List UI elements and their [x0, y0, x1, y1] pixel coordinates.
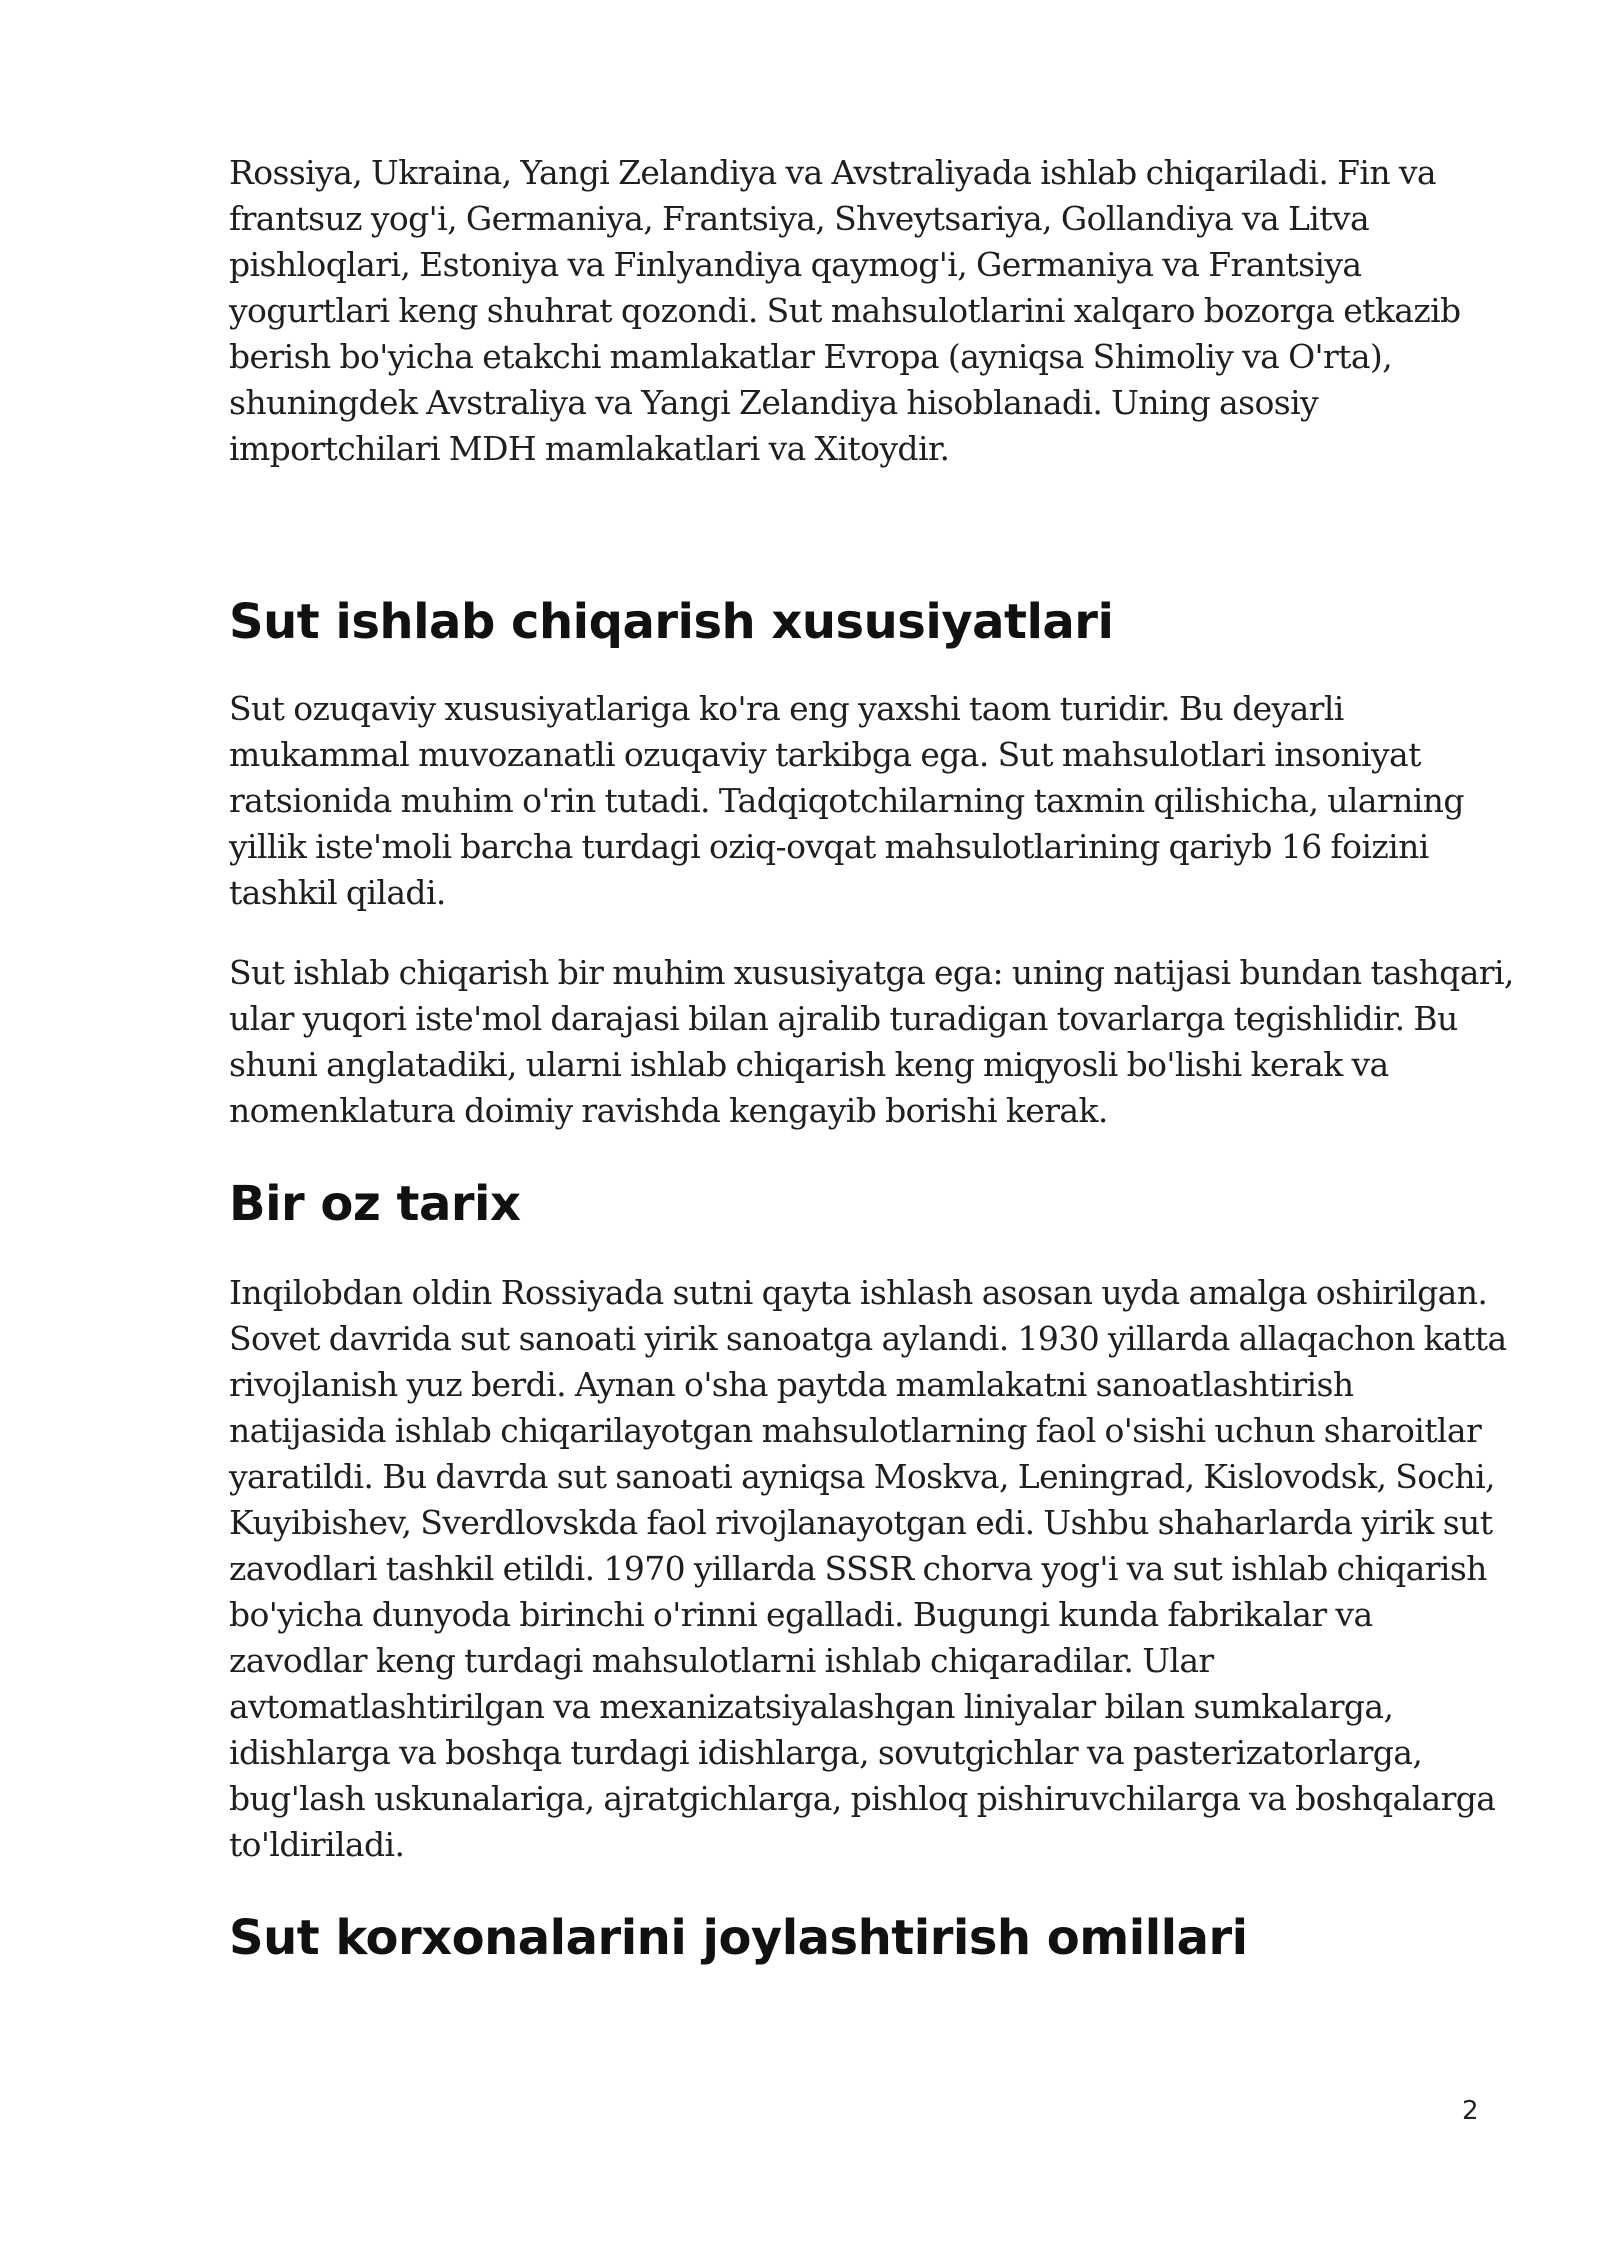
page-number: 2 — [1462, 2096, 1479, 2126]
heading-features: Sut ishlab chiqarish xususiyatlari — [229, 594, 1114, 650]
features-paragraph-2: Sut ishlab chiqarish bir muhim xususiyatga ega: uning natijasi bundan tashqari, ular yuqori iste'mol darajasi bilan ajralib turadigan tovarlarga tegishlidir. Bu shuni anglatadiki, ularni ishlab chiqarish keng miqyosli bo'lishi kerak va nomenklatura doimiy ravishda kengayib borishi kerak. — [229, 953, 1514, 1130]
features-paragraph-1: Sut ozuqaviy xususiyatlariga ko'ra eng yaxshi taom turidir. Bu deyarli mukammal muvozanatli ozuqaviy tarkibga ega. Sut mahsulotlari insoniyat ratsionida muhim o'rin tutadi. Tadqiqotchilarning taxmin qilishicha, ularning yillik iste'moli barcha turdagi oziq-ovqat mahsulotlarining qariyb 16 foizini tashkil qiladi. — [229, 689, 1464, 912]
page-content — [229, 150, 1519, 1968]
intro-paragraph: Rossiya, Ukraina, Yangi Zelandiya va Avstraliyada ishlab chiqariladi. Fin va frantsuz yog'i, Germaniya, Frantsiya, Shveytsariya, Gollandiya va Litva pishloqlari, Estoniya va Finlyandiya qaymog'i, Germaniya va Frantsiya yogurtlari keng shuhrat qozondi. Sut mahsulotlarini xalqaro bozorga etkazib berish bo'yicha etakchi mamlakatlar Evropa (ayniqsa Shimoliy va O'rta), shuningdek Avstraliya va Yangi Zelandiya hisoblanadi. Uning asosiy importchilari MDH mamlakatlari va Xitoydir. — [229, 153, 1461, 468]
heading-history: Bir oz tarix — [229, 1176, 521, 1232]
history-paragraph: Inqilobdan oldin Rossiyada sutni qayta ishlash asosan uyda amalga oshirilgan. Sovet davrida sut sanoati yirik sanoatga aylandi. 1930 yillarda allaqachon katta rivojlanish yuz berdi. Aynan o'sha paytda mamlakatni sanoatlashtirish natijasida ishlab chiqarilayotgan mahsulotlarning faol o'sishi uchun sharoitlar yaratildi. Bu davrda sut sanoati ayniqsa Moskva, Leningrad, Kislovodsk, Sochi, Kuyibishev, Sverdlovskda faol rivojlanayotgan edi. Ushbu shaharlarda yirik sut zavodlari tashkil etildi. 1970 yillarda SSSR chorva yog'i va sut ishlab chiqarish bo'yicha dunyoda birinchi o'rinni egalladi. Bugungi kunda fabrikalar va zavodlar keng turdagi mahsulotlarni ishlab chiqaradilar. Ular avtomatlashtirilgan va mexanizatsiyalashgan liniyalar bilan sumkalarga, idishlarga va boshqa turdagi idishlarga, sovutgichlar va pasterizatorlarga, bug'lash uskunalariga, ajratgichlarga, pishloq pishiruvchilarga va boshqalarga to'ldiriladi. — [229, 1273, 1507, 1864]
heading-factors: Sut korxonalarini joylashtirish omillari — [229, 1910, 1248, 1966]
